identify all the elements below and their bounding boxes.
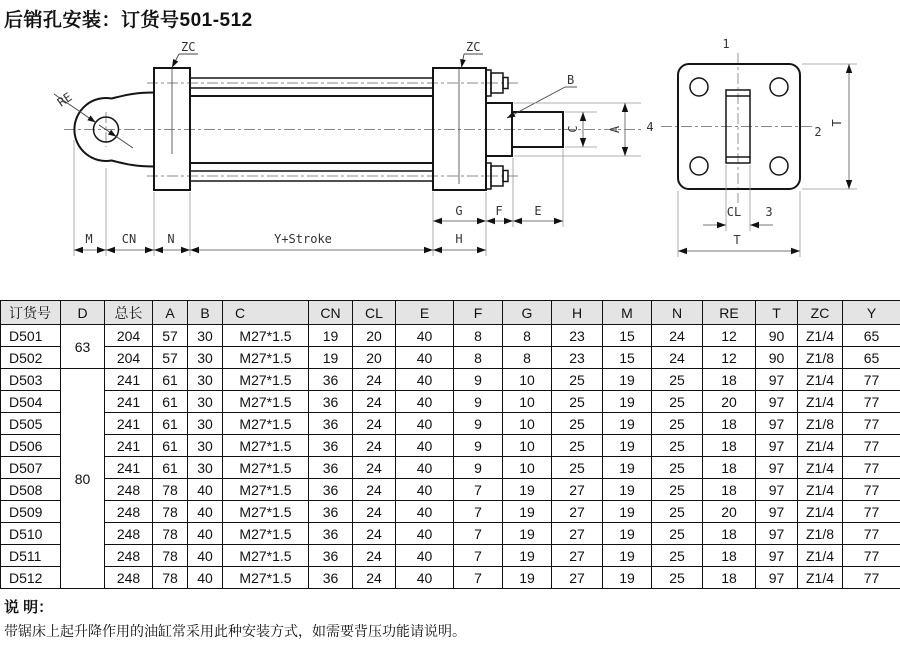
cell: 24 — [353, 391, 396, 413]
cell: 18 — [703, 545, 756, 567]
cell: M27*1.5 — [223, 413, 309, 435]
cell: 77 — [843, 369, 900, 391]
dim-label-h: H — [455, 232, 463, 246]
cell: 36 — [309, 435, 353, 457]
cell: 40 — [396, 391, 454, 413]
cell: 204 — [105, 347, 153, 369]
cell: 77 — [843, 457, 900, 479]
cell: Z1/4 — [798, 435, 843, 457]
col-header-E: E — [396, 301, 454, 325]
col-header-B: B — [188, 301, 223, 325]
dim-label-t-right: T — [830, 119, 844, 127]
order-number: D508 — [1, 479, 61, 501]
cell: 97 — [756, 479, 798, 501]
cell: 97 — [756, 545, 798, 567]
cell: 241 — [105, 369, 153, 391]
cell: Z1/8 — [798, 523, 843, 545]
cell: M27*1.5 — [223, 501, 309, 523]
dim-label-b: B — [567, 73, 575, 87]
cell: 19 — [603, 545, 652, 567]
col-header-H: H — [552, 301, 603, 325]
cell: 241 — [105, 413, 153, 435]
cell: 36 — [309, 501, 353, 523]
dim-label-c: C — [566, 125, 580, 133]
cell: 241 — [105, 457, 153, 479]
cell: 40 — [188, 545, 223, 567]
col-header-总长: 总长 — [105, 301, 153, 325]
cell: 65 — [843, 347, 900, 369]
cell: 97 — [756, 391, 798, 413]
cell: 61 — [153, 413, 188, 435]
cell: 25 — [652, 413, 703, 435]
cell: 15 — [603, 325, 652, 347]
cell: 8 — [454, 325, 503, 347]
cell: 24 — [353, 435, 396, 457]
order-number: D512 — [1, 567, 61, 589]
cell: M27*1.5 — [223, 347, 309, 369]
cell: 7 — [454, 523, 503, 545]
table-row — [1, 501, 900, 523]
cell: 25 — [552, 435, 603, 457]
cell: 36 — [309, 545, 353, 567]
cell: 40 — [396, 501, 454, 523]
col-header-Y: Y — [843, 301, 900, 325]
cell: 24 — [652, 325, 703, 347]
cell: Z1/4 — [798, 457, 843, 479]
cell: 36 — [309, 479, 353, 501]
cell: 77 — [843, 479, 900, 501]
cell: 12 — [703, 325, 756, 347]
cell: 9 — [454, 435, 503, 457]
col-header-RE: RE — [703, 301, 756, 325]
cell: 97 — [756, 369, 798, 391]
note-body: 带锯床上起升降作用的油缸常采用此种安装方式，如需要背压功能请说明。 — [4, 623, 466, 639]
front-cap — [433, 68, 486, 190]
col-header-M: M — [603, 301, 652, 325]
cell: 30 — [188, 347, 223, 369]
cell: Z1/4 — [798, 567, 843, 589]
cell: 18 — [703, 435, 756, 457]
cell: 27 — [552, 479, 603, 501]
cell: Z1/4 — [798, 479, 843, 501]
cell: 24 — [353, 501, 396, 523]
dim-label-cn: CN — [121, 232, 137, 246]
cell: 30 — [188, 435, 223, 457]
cell: Z1/4 — [798, 545, 843, 567]
table-row — [1, 479, 900, 501]
cell: M27*1.5 — [223, 545, 309, 567]
page-title: 后销孔安装：订货号501-512 — [4, 10, 253, 31]
cell-d-merged: 63 — [61, 325, 105, 369]
cell: 24 — [353, 457, 396, 479]
cell: 61 — [153, 435, 188, 457]
order-number: D501 — [1, 325, 61, 347]
order-number: D506 — [1, 435, 61, 457]
table-row — [1, 325, 900, 347]
cell: 25 — [552, 457, 603, 479]
cell: 23 — [552, 347, 603, 369]
flange-label-2: 2 — [814, 125, 822, 139]
table-row — [1, 347, 900, 369]
cell: 7 — [454, 545, 503, 567]
cell: 10 — [503, 413, 552, 435]
col-header-CL: CL — [353, 301, 396, 325]
cell: 248 — [105, 523, 153, 545]
cell: 19 — [603, 391, 652, 413]
cell: 40 — [396, 479, 454, 501]
cell: 12 — [703, 347, 756, 369]
cell: Z1/4 — [798, 501, 843, 523]
cell: 27 — [552, 567, 603, 589]
order-number: D510 — [1, 523, 61, 545]
cell: 7 — [454, 501, 503, 523]
cell: 25 — [652, 391, 703, 413]
cell: 36 — [309, 391, 353, 413]
cell: 40 — [396, 325, 454, 347]
cell: 78 — [153, 567, 188, 589]
cell: M27*1.5 — [223, 435, 309, 457]
cell: 30 — [188, 413, 223, 435]
cell: Z1/4 — [798, 325, 843, 347]
cell: 78 — [153, 523, 188, 545]
cell: 204 — [105, 325, 153, 347]
cell: 40 — [188, 501, 223, 523]
cell: 27 — [552, 501, 603, 523]
col-header-F: F — [454, 301, 503, 325]
cell: M27*1.5 — [223, 523, 309, 545]
cell: 24 — [353, 523, 396, 545]
cell: 19 — [503, 479, 552, 501]
cell: 40 — [188, 479, 223, 501]
cell: 40 — [396, 347, 454, 369]
flange-label-3: 3 — [765, 205, 773, 219]
cell: 36 — [309, 369, 353, 391]
cell: 8 — [503, 347, 552, 369]
cell-d-merged: 80 — [61, 369, 105, 589]
cell: 10 — [503, 435, 552, 457]
cell: 24 — [353, 545, 396, 567]
dim-label-g: G — [455, 204, 463, 218]
cell: 18 — [703, 369, 756, 391]
cell: M27*1.5 — [223, 567, 309, 589]
dim-label-y-stroke: Y+Stroke — [274, 232, 332, 246]
cell: 19 — [503, 523, 552, 545]
cell: 18 — [703, 567, 756, 589]
cell: M27*1.5 — [223, 457, 309, 479]
cell: 19 — [503, 501, 552, 523]
dim-label-zc-front: ZC — [466, 40, 481, 54]
cell: 20 — [703, 501, 756, 523]
cell: Z1/4 — [798, 369, 843, 391]
cell: 61 — [153, 457, 188, 479]
dim-label-re: RE — [54, 89, 75, 110]
order-number: D504 — [1, 391, 61, 413]
table-row — [1, 457, 900, 479]
cell: 90 — [756, 325, 798, 347]
dim-label-f: F — [495, 204, 503, 218]
cell: 57 — [153, 325, 188, 347]
cell: 20 — [703, 391, 756, 413]
col-header-N: N — [652, 301, 703, 325]
cell: 97 — [756, 413, 798, 435]
cell: 78 — [153, 501, 188, 523]
cell: 9 — [454, 413, 503, 435]
cell: 19 — [309, 325, 353, 347]
cell: 97 — [756, 523, 798, 545]
cell: 8 — [503, 325, 552, 347]
flange-label-1: 1 — [722, 37, 730, 51]
cell: 24 — [353, 413, 396, 435]
cell: 40 — [396, 413, 454, 435]
cell: M27*1.5 — [223, 391, 309, 413]
cell: 36 — [309, 413, 353, 435]
dim-label-zc-rear: ZC — [181, 40, 196, 54]
cell: 24 — [353, 369, 396, 391]
table-row — [1, 545, 900, 567]
cell: 61 — [153, 391, 188, 413]
cell: 30 — [188, 369, 223, 391]
cell: 248 — [105, 479, 153, 501]
dim-label-a: A — [608, 125, 622, 134]
dim-label-cl: CL — [726, 205, 742, 219]
cell: 248 — [105, 567, 153, 589]
cell: 248 — [105, 501, 153, 523]
cell: 25 — [652, 369, 703, 391]
cell: 19 — [503, 545, 552, 567]
cell: 10 — [503, 457, 552, 479]
flange-view — [646, 37, 857, 257]
cell: 65 — [843, 325, 900, 347]
cell: 77 — [843, 545, 900, 567]
cell: 241 — [105, 435, 153, 457]
table-row — [1, 369, 900, 391]
cell: 19 — [603, 457, 652, 479]
col-header-T: T — [756, 301, 798, 325]
col-header-ZC: ZC — [798, 301, 843, 325]
cell: 15 — [603, 347, 652, 369]
cell: 36 — [309, 523, 353, 545]
cell: 10 — [503, 391, 552, 413]
cell: 19 — [603, 501, 652, 523]
cell: Z1/8 — [798, 413, 843, 435]
cell: 18 — [703, 457, 756, 479]
cell: 20 — [353, 325, 396, 347]
cell: 40 — [396, 369, 454, 391]
col-header-D: D — [61, 301, 105, 325]
dimension-table — [0, 300, 900, 589]
cell: 40 — [396, 567, 454, 589]
cell: 30 — [188, 325, 223, 347]
cell: 25 — [552, 391, 603, 413]
cell: 77 — [843, 501, 900, 523]
note-heading: 说 明： — [4, 599, 54, 616]
cell: 25 — [652, 567, 703, 589]
technical-drawing — [0, 0, 900, 298]
cell: Z1/4 — [798, 391, 843, 413]
cell: Z1/8 — [798, 347, 843, 369]
cell: 7 — [454, 479, 503, 501]
cell: 40 — [396, 457, 454, 479]
table-row — [1, 523, 900, 545]
cell: 241 — [105, 391, 153, 413]
cell: 19 — [503, 567, 552, 589]
cell: 57 — [153, 347, 188, 369]
cell: 27 — [552, 545, 603, 567]
col-header-订货号: 订货号 — [1, 301, 61, 325]
order-number: D505 — [1, 413, 61, 435]
cell: 19 — [603, 479, 652, 501]
col-header-A: A — [153, 301, 188, 325]
dim-label-m: M — [85, 232, 93, 246]
cell: 24 — [353, 479, 396, 501]
cell: M27*1.5 — [223, 369, 309, 391]
cell: 24 — [353, 567, 396, 589]
table-row — [1, 413, 900, 435]
side-view — [54, 40, 642, 256]
table-row — [1, 391, 900, 413]
table-row — [1, 567, 900, 589]
cell: 9 — [454, 457, 503, 479]
cell: 25 — [552, 413, 603, 435]
cell: 61 — [153, 369, 188, 391]
col-header-G: G — [503, 301, 552, 325]
order-number: D507 — [1, 457, 61, 479]
cell: 23 — [552, 325, 603, 347]
header-row — [1, 301, 900, 325]
cell: 10 — [503, 369, 552, 391]
cell: 36 — [309, 457, 353, 479]
cell: 90 — [756, 347, 798, 369]
cell: 25 — [652, 479, 703, 501]
cell: 40 — [188, 567, 223, 589]
cell: 97 — [756, 501, 798, 523]
cell: 25 — [652, 457, 703, 479]
cell: 19 — [603, 369, 652, 391]
cell: 20 — [353, 347, 396, 369]
cell: 77 — [843, 413, 900, 435]
cell: 9 — [454, 391, 503, 413]
cell: 8 — [454, 347, 503, 369]
cell: 248 — [105, 545, 153, 567]
cell: 19 — [603, 523, 652, 545]
cell: 7 — [454, 567, 503, 589]
col-header-C: C — [223, 301, 309, 325]
cell: 40 — [188, 523, 223, 545]
cell: 19 — [603, 567, 652, 589]
order-number: D511 — [1, 545, 61, 567]
cell: 40 — [396, 435, 454, 457]
cell: 19 — [603, 413, 652, 435]
cell: 18 — [703, 479, 756, 501]
cell: 97 — [756, 567, 798, 589]
cell: 27 — [552, 523, 603, 545]
cell: 78 — [153, 479, 188, 501]
cell: 77 — [843, 435, 900, 457]
cell: 25 — [652, 501, 703, 523]
order-number: D502 — [1, 347, 61, 369]
cell: 78 — [153, 545, 188, 567]
cell: 25 — [652, 545, 703, 567]
cell: 18 — [703, 523, 756, 545]
order-number: D509 — [1, 501, 61, 523]
dim-label-t-bottom: T — [733, 233, 741, 247]
cell: 40 — [396, 545, 454, 567]
table-row — [1, 435, 900, 457]
cell: 77 — [843, 567, 900, 589]
cell: 40 — [396, 523, 454, 545]
cell: 30 — [188, 457, 223, 479]
cell: 36 — [309, 567, 353, 589]
cell: 97 — [756, 457, 798, 479]
cell: M27*1.5 — [223, 479, 309, 501]
cell: 25 — [652, 523, 703, 545]
dim-label-n: N — [167, 232, 175, 246]
cell: 25 — [652, 435, 703, 457]
cell: M27*1.5 — [223, 325, 309, 347]
cell: 24 — [652, 347, 703, 369]
col-header-CN: CN — [309, 301, 353, 325]
cell: 30 — [188, 391, 223, 413]
cell: 25 — [552, 369, 603, 391]
dim-label-e: E — [534, 204, 542, 218]
cell: 77 — [843, 523, 900, 545]
cell: 77 — [843, 391, 900, 413]
flange-label-4: 4 — [646, 120, 654, 134]
cell: 19 — [603, 435, 652, 457]
cell: 9 — [454, 369, 503, 391]
cell: 18 — [703, 413, 756, 435]
cell: 97 — [756, 435, 798, 457]
cell: 19 — [309, 347, 353, 369]
order-number: D503 — [1, 369, 61, 391]
